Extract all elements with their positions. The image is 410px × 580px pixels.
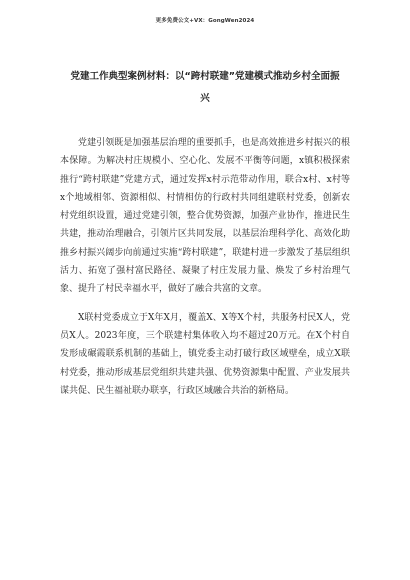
- paragraph: 党建引领既是加强基层治理的重要抓手，也是高效推进乡村振兴的根本保障。为解决村庄规模小、空心化、发展不平衡等问题，x镇积极探索推行“跨村联建”党建方式，通过发挥x村示范带动作用，联合x村、x村等x个地域相邻、资源相似、村情相仿的行政村共同组建联村党委，创新农村党组织设置，通过党建引领，整合优势资源，加强产业协作，推进民生共建，推动治理融合，引领片区共同发展，以基层治理科学化、高效化助推乡村振兴阔步向前通过实施“跨村联建”，联建村进一步激发了基层组织活力、拓宽了强村富民路径、凝聚了村庄发展力量、焕发了乡村治理气象、提升了村民幸福水平，做好了融合共富的文章。: [60, 138, 350, 295]
- article-title: 党建工作典型案例材料：以“跨村联建”党建模式推动乡村全面振兴: [70, 71, 340, 104]
- article-body: [60, 134, 350, 400]
- header-note: 更多免费公文+VX：GongWen2024: [155, 18, 255, 24]
- paragraph: X联村党委成立于X年X月，覆盖X、X等X个村，共服务村民X人，党员X人。2023年度，三个联建村集体收入均不超过20万元。在X个村自发形成碾霞联系机制的基础上，镇党委主动打破行政区域壁垒，成立X联村党委，推动形成基层党组织共建共强、优势资源集中配置、产业发展共谋共促、民生福祉联办联享，行政区域融合共治的新格局。: [60, 312, 350, 396]
